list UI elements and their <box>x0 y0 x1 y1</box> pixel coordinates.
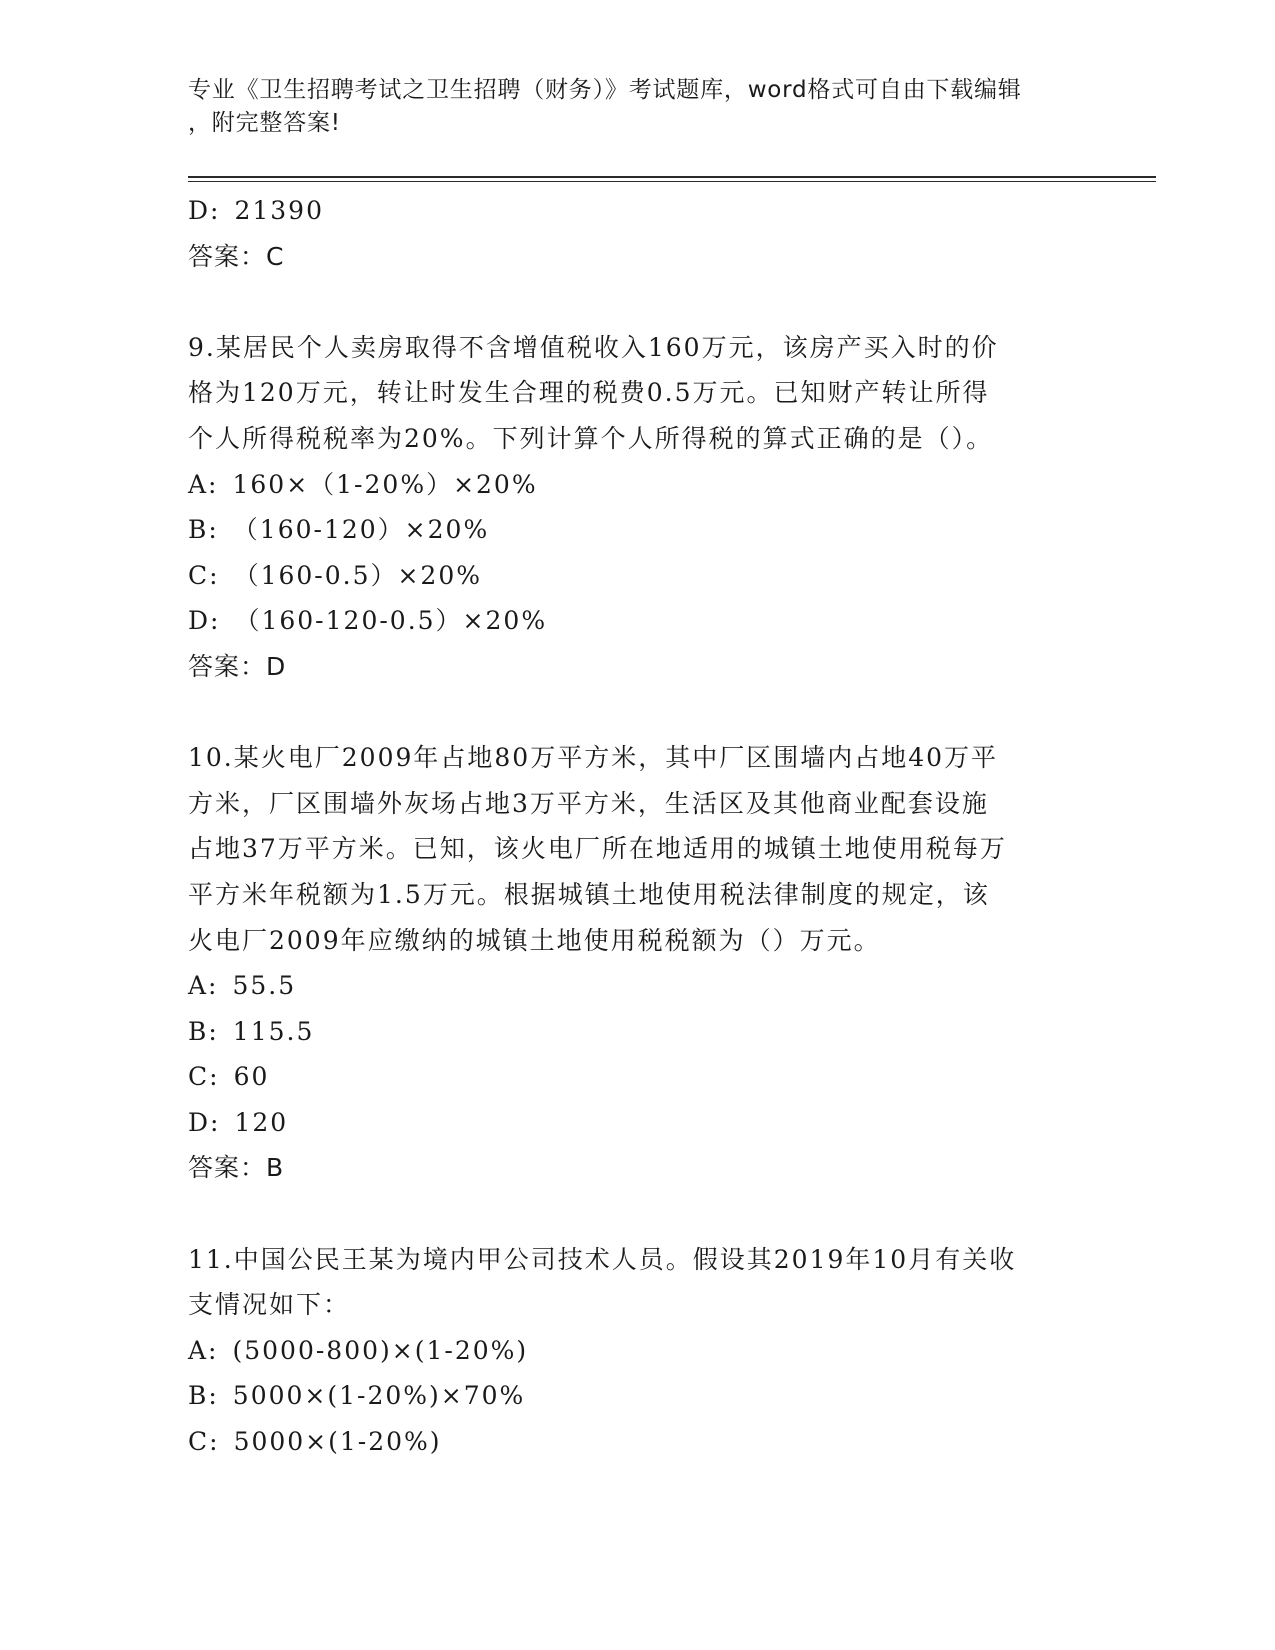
question-stem: 格为120万元，转让时发生合理的税费0.5万元。已知财产转让所得 <box>188 378 990 408</box>
question-stem: 方米，厂区围墙外灰场占地3万平方米，生活区及其他商业配套设施 <box>188 788 989 818</box>
option-d: D: （160-120-0.5）×20% <box>188 606 548 636</box>
question-stem: 占地37万平方米。已知，该火电厂所在地适用的城镇土地使用税每万 <box>188 834 1007 864</box>
option-b: B: 115.5 <box>188 1016 315 1046</box>
header-divider-thick <box>188 176 1156 178</box>
spacer <box>188 279 1088 325</box>
question-stem: 平方米年税额为1.5万元。根据城镇土地使用税法律制度的规定，该 <box>188 879 990 909</box>
answer-line: 答案：B <box>188 1153 285 1183</box>
question-stem: 11.中国公民王某为境内甲公司技术人员。假设其2019年10月有关收 <box>188 1244 1017 1274</box>
option-a: A: 55.5 <box>188 971 297 1001</box>
option-d: D: 120 <box>188 1107 289 1137</box>
header-divider-thin <box>188 181 1156 182</box>
option-a: A: 160×（1-20%）×20% <box>188 469 538 499</box>
header-title-line-1: 专业《卫生招聘考试之卫生招聘（财务）》考试题库，word格式可自由下载编辑 <box>188 77 1022 103</box>
option-b: B: （160-120）×20% <box>188 515 490 545</box>
option-c: C: 5000×(1-20%) <box>188 1427 442 1457</box>
question-stem: 火电厂2009年应缴纳的城镇土地使用税税额为（）万元。 <box>188 925 881 955</box>
header-title-line-2: ，附完整答案! <box>188 110 341 136</box>
question-stem: 个人所得税税率为20%。下列计算个人所得税的算式正确的是（）。 <box>188 423 994 453</box>
spacer <box>188 690 1088 736</box>
question-list <box>188 188 1088 1465</box>
answer-line: 答案：D <box>188 651 287 681</box>
option-c: C: 60 <box>188 1062 270 1092</box>
question-stem: 10.某火电厂2009年占地80万平方米，其中厂区围墙内占地40万平 <box>188 743 999 773</box>
question-stem: 9.某居民个人卖房取得不含增值税收入160万元，该房产买入时的价 <box>188 332 999 362</box>
page-header <box>188 74 1088 140</box>
answer-line: 答案：C <box>188 241 285 271</box>
option-d: D: 21390 <box>188 196 324 225</box>
option-b: B: 5000×(1-20%)×70% <box>188 1381 526 1411</box>
question-stem: 支情况如下： <box>188 1290 351 1320</box>
option-c: C: （160-0.5）×20% <box>188 560 482 590</box>
option-a: A: (5000-800)×(1-20%) <box>188 1335 529 1365</box>
spacer <box>188 1191 1088 1237</box>
